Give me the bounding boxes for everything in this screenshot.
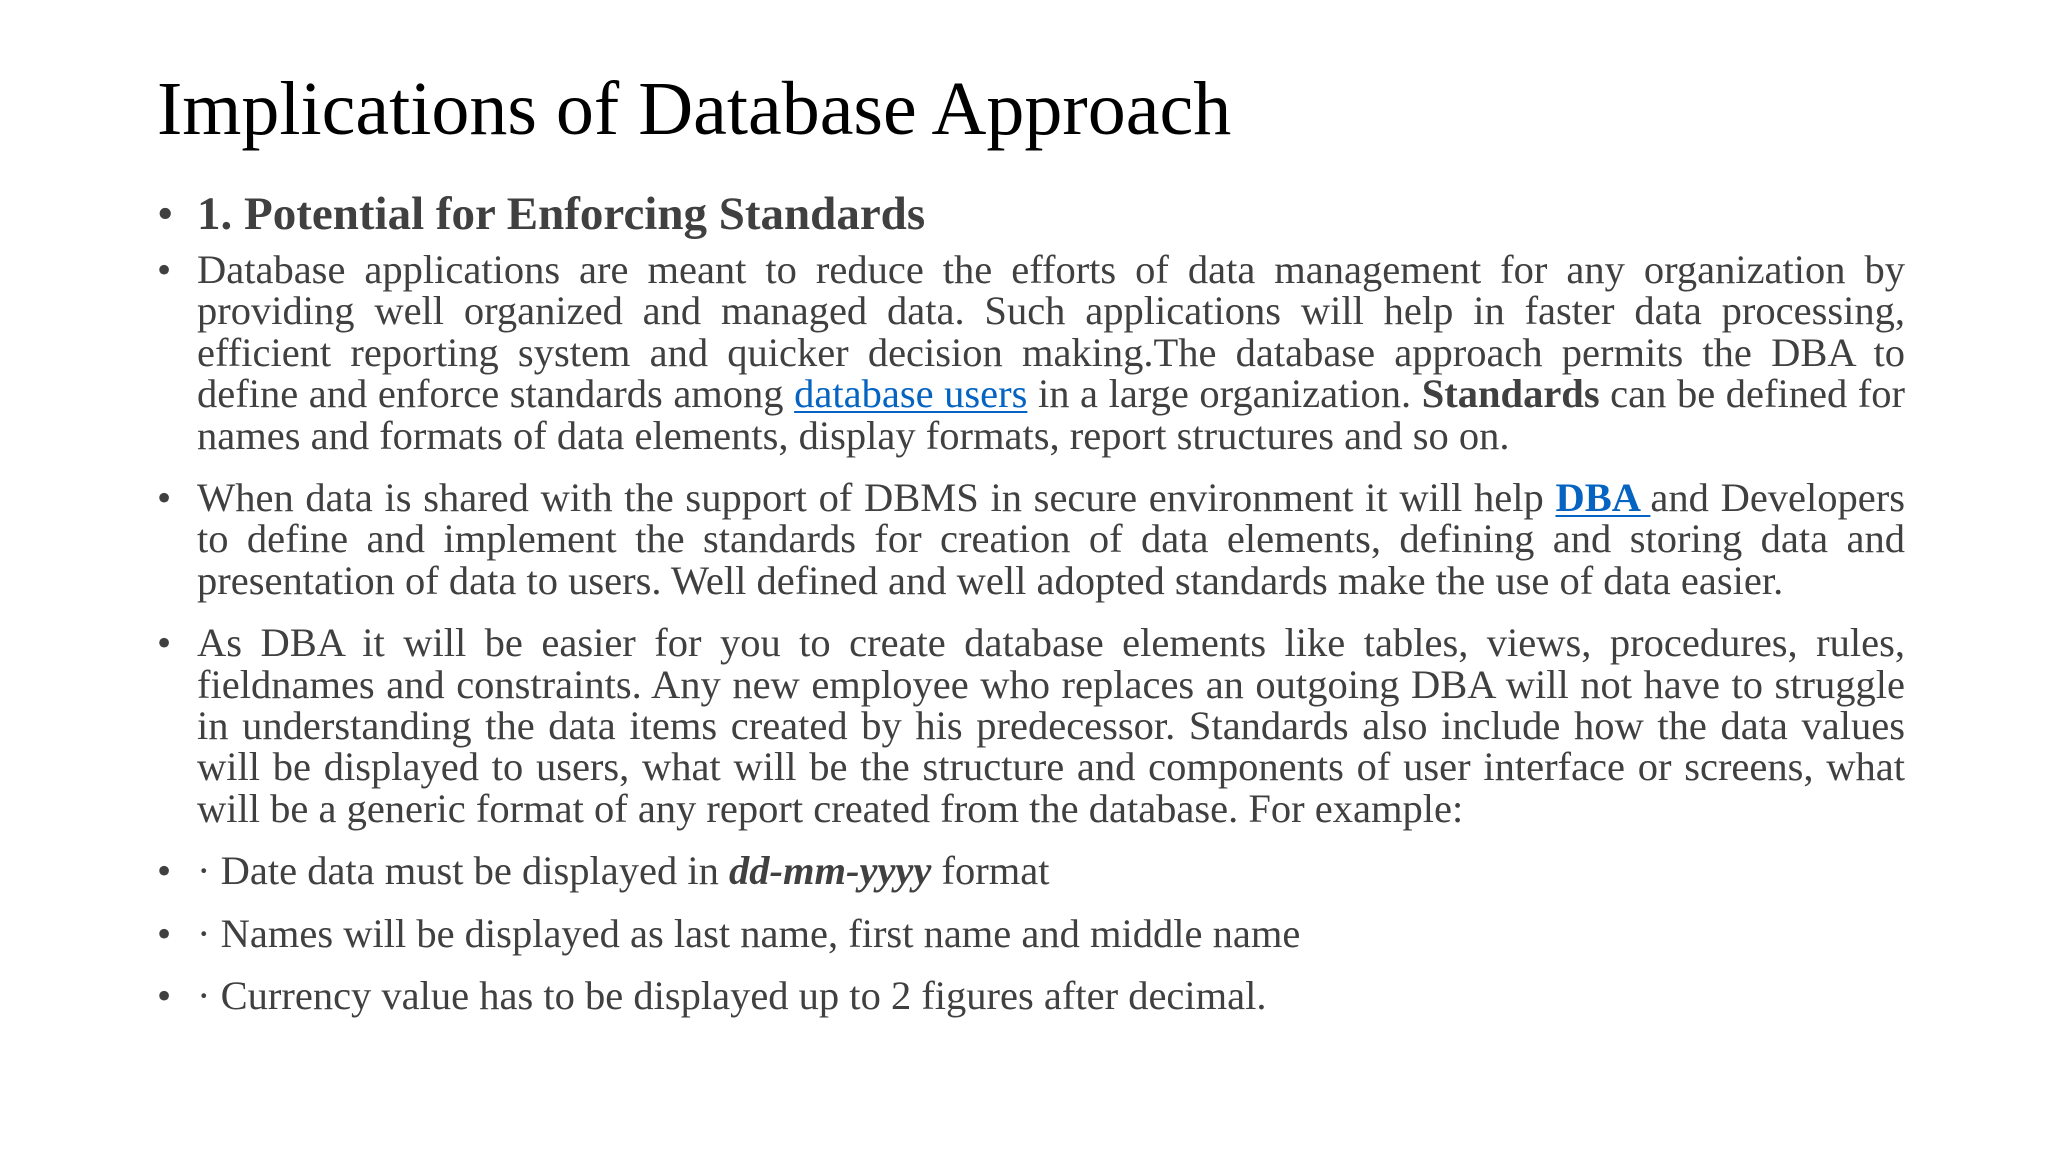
bullet-paragraph-3	[157, 622, 1905, 829]
heading-text: 1. Potential for Enforcing Standards	[197, 188, 926, 240]
example-3-text: · Currency value has to be displayed up to 2 figures after decimal.	[197, 973, 1267, 1019]
bullet-heading	[157, 183, 1905, 245]
paragraph-1-text-a: Database applications are meant to reduce the efforts of data management for any organization by providing well organized and managed data. Such applications will help in faster data processing, efficient reporting system and quicker decision making.The database approach permits the DBA to define and enforce standards among	[197, 247, 1905, 417]
paragraph-2-text-b: and Developers to define and implement the standards for creation of data elements, defining and storing data and presentation of data to users. Well defined and well adopted standards make the use of data easier.	[197, 475, 1906, 603]
paragraph-1-text-c: can be defined for names and formats of data elements, display formats, report structures and so on.	[197, 371, 1905, 458]
database-users-link[interactable]: database users	[794, 371, 1028, 417]
slide-title: Implications of Database Approach	[157, 67, 1232, 151]
example-1-text-a: · Date data must be displayed in	[197, 848, 729, 894]
bullet-example-names	[157, 910, 1905, 956]
paragraph-3-text: As DBA it will be easier for you to create database elements like tables, views, procedures, rules, fieldnames and constraints. Any new employee who replaces an outgoing DBA will not have to struggle in understanding the data items created by his predecessor. Standards also include how the data values will be displayed to users, what will be the structure and components of user interface or screens, what will be a generic format of any report created from the database. For example:	[197, 620, 1905, 831]
paragraph-1-text-b: in a large organization.	[1027, 371, 1422, 417]
example-1-date-format: dd-mm-yyyy	[728, 848, 932, 894]
paragraph-1-bold-standards: Standards	[1421, 371, 1600, 417]
bullet-paragraph-1	[157, 249, 1905, 456]
bullet-example-currency	[157, 973, 1905, 1019]
bullet-list	[157, 183, 1905, 1017]
bullet-example-date	[157, 848, 1905, 894]
example-2-text: · Names will be displayed as last name, first name and middle name	[197, 910, 1301, 956]
example-1-text-b: format	[931, 848, 1050, 894]
dba-link[interactable]: DBA	[1555, 475, 1651, 521]
bullet-paragraph-2	[157, 477, 1905, 601]
paragraph-2-text-a: When data is shared with the support of DBMS in secure environment it will help	[197, 475, 1556, 521]
